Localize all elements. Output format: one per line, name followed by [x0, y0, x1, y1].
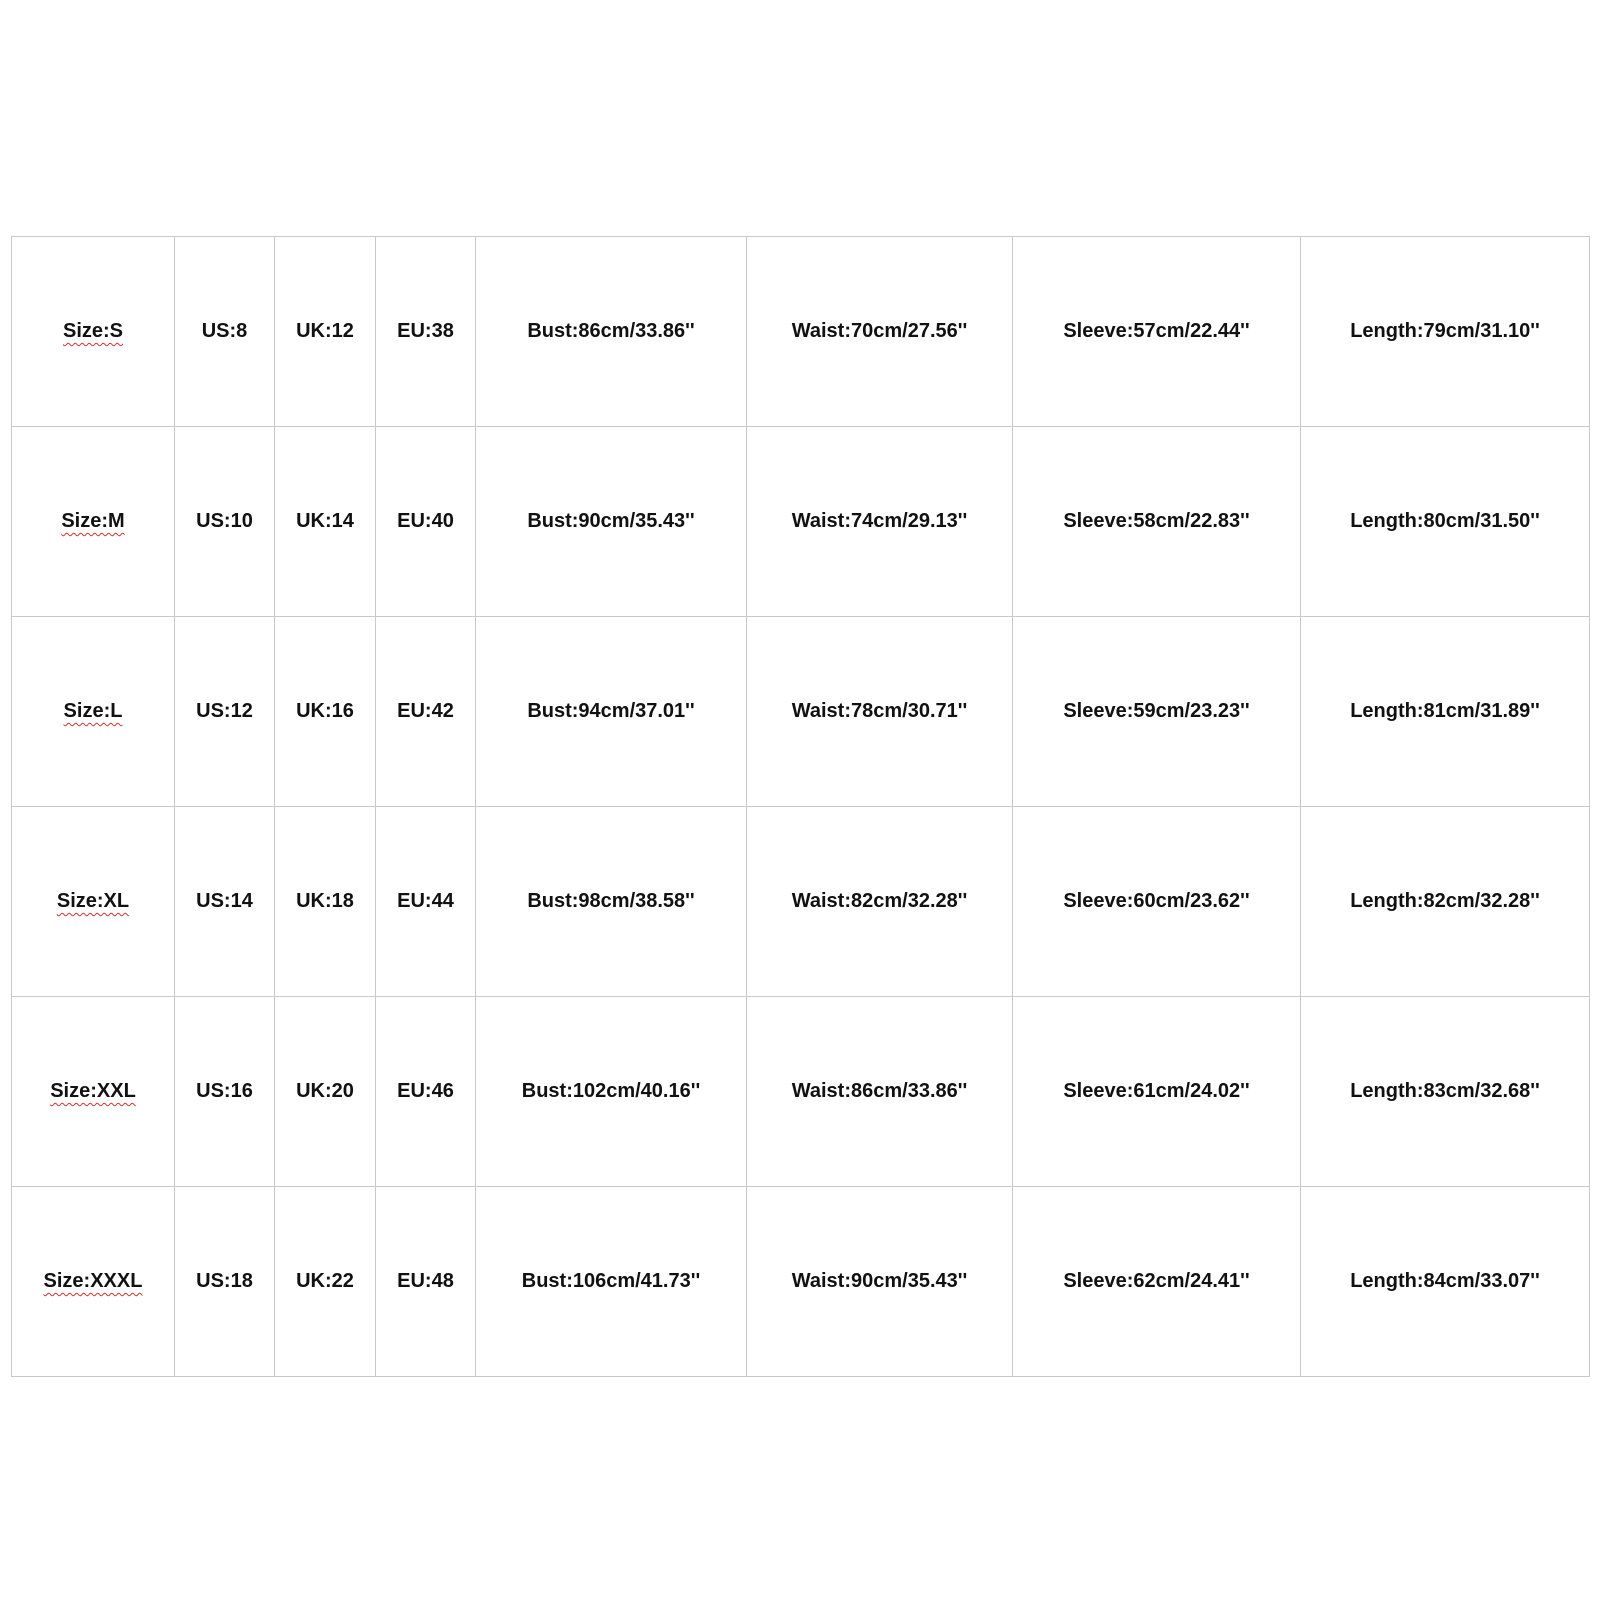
size-label: Size:L: [63, 700, 123, 722]
size-cell: [12, 427, 175, 617]
size-chart-table: [11, 236, 1590, 1377]
size-cell: [12, 237, 175, 427]
bust-cell: Bust:102cm/40.16'': [476, 997, 747, 1187]
size-cell: [12, 807, 175, 997]
bust-cell: Bust:86cm/33.86'': [476, 237, 747, 427]
size-label: Size:S: [62, 320, 124, 342]
us-size-cell: US:14: [175, 807, 275, 997]
bust-cell: Bust:106cm/41.73'': [476, 1187, 747, 1377]
uk-size-cell: UK:20: [275, 997, 376, 1187]
table-row: [12, 807, 1590, 997]
table-row: [12, 237, 1590, 427]
uk-size-cell: UK:16: [275, 617, 376, 807]
bust-cell: Bust:90cm/35.43'': [476, 427, 747, 617]
length-cell: Length:79cm/31.10'': [1301, 237, 1590, 427]
us-size-cell: US:12: [175, 617, 275, 807]
uk-size-cell: UK:18: [275, 807, 376, 997]
length-cell: Length:80cm/31.50'': [1301, 427, 1590, 617]
bust-cell: Bust:98cm/38.58'': [476, 807, 747, 997]
us-size-cell: US:16: [175, 997, 275, 1187]
size-cell: [12, 997, 175, 1187]
us-size-cell: US:8: [175, 237, 275, 427]
sleeve-cell: Sleeve:58cm/22.83'': [1013, 427, 1301, 617]
sleeve-cell: Sleeve:62cm/24.41'': [1013, 1187, 1301, 1377]
us-size-cell: US:10: [175, 427, 275, 617]
size-label: Size:XL: [56, 890, 130, 912]
table-row: [12, 617, 1590, 807]
size-label: Size:XXL: [50, 1080, 136, 1102]
size-cell: [12, 1187, 175, 1377]
bust-cell: Bust:94cm/37.01'': [476, 617, 747, 807]
table-row: [12, 997, 1590, 1187]
eu-size-cell: EU:42: [376, 617, 476, 807]
eu-size-cell: EU:40: [376, 427, 476, 617]
waist-cell: Waist:90cm/35.43'': [747, 1187, 1013, 1377]
eu-size-cell: EU:48: [376, 1187, 476, 1377]
sleeve-cell: Sleeve:60cm/23.62'': [1013, 807, 1301, 997]
eu-size-cell: EU:46: [376, 997, 476, 1187]
uk-size-cell: UK:22: [275, 1187, 376, 1377]
table-row: [12, 427, 1590, 617]
length-cell: Length:81cm/31.89'': [1301, 617, 1590, 807]
sleeve-cell: Sleeve:61cm/24.02'': [1013, 997, 1301, 1187]
size-label: Size:XXXL: [43, 1270, 143, 1292]
waist-cell: Waist:70cm/27.56'': [747, 237, 1013, 427]
us-size-cell: US:18: [175, 1187, 275, 1377]
length-cell: Length:84cm/33.07'': [1301, 1187, 1590, 1377]
size-cell: [12, 617, 175, 807]
sleeve-cell: Sleeve:57cm/22.44'': [1013, 237, 1301, 427]
table-row: [12, 1187, 1590, 1377]
waist-cell: Waist:74cm/29.13'': [747, 427, 1013, 617]
waist-cell: Waist:86cm/33.86'': [747, 997, 1013, 1187]
eu-size-cell: EU:38: [376, 237, 476, 427]
eu-size-cell: EU:44: [376, 807, 476, 997]
waist-cell: Waist:82cm/32.28'': [747, 807, 1013, 997]
uk-size-cell: UK:12: [275, 237, 376, 427]
length-cell: Length:82cm/32.28'': [1301, 807, 1590, 997]
sleeve-cell: Sleeve:59cm/23.23'': [1013, 617, 1301, 807]
waist-cell: Waist:78cm/30.71'': [747, 617, 1013, 807]
uk-size-cell: UK:14: [275, 427, 376, 617]
size-label: Size:M: [61, 510, 125, 532]
length-cell: Length:83cm/32.68'': [1301, 997, 1590, 1187]
